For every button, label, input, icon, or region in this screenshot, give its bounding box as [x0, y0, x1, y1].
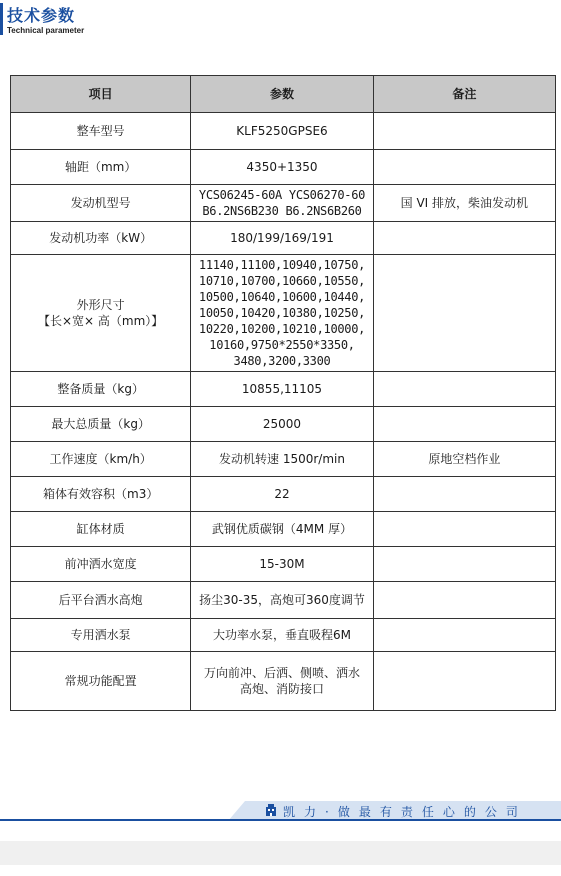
table-row — [11, 442, 556, 477]
row-note-cell — [373, 619, 555, 652]
row-param-cell: 发动机转速 1500r/min — [191, 442, 373, 477]
page-subtitle: Technical parameter — [7, 26, 85, 35]
row-note-cell — [373, 372, 555, 407]
row-param-cell: 扬尘30-35，高炮可360度调节 — [191, 582, 373, 619]
column-header-item: 项目 — [11, 76, 191, 113]
row-param-cell: 万向前冲、后洒、侧喷、洒水 高炮、消防接口 — [191, 652, 373, 711]
row-item-cell: 整备质量（kg） — [11, 372, 191, 407]
building-icon — [265, 804, 277, 817]
row-note-cell: 国 VI 排放，柴油发动机 — [373, 185, 555, 222]
table-row — [11, 477, 556, 512]
table-row — [11, 372, 556, 407]
row-note-cell — [373, 407, 555, 442]
row-item-cell: 常规功能配置 — [11, 652, 191, 711]
row-note-cell — [373, 512, 555, 547]
row-item-cell: 前冲洒水宽度 — [11, 547, 191, 582]
row-item-cell: 整车型号 — [11, 113, 191, 150]
table-row — [11, 222, 556, 255]
table-header-row — [11, 76, 556, 113]
row-item-cell: 发动机功率（kW） — [11, 222, 191, 255]
row-param-cell: YCS06245-60A YCS06270-60 B6.2NS6B230 B6.2NS6B260 — [191, 185, 373, 222]
row-item-cell: 最大总质量（kg） — [11, 407, 191, 442]
row-param-cell: 10855,11105 — [191, 372, 373, 407]
row-param-cell: 15-30M — [191, 547, 373, 582]
row-item-cell: 后平台洒水高炮 — [11, 582, 191, 619]
row-note-cell — [373, 652, 555, 711]
header-accent-bar — [0, 3, 3, 35]
footer-gray-strip — [0, 841, 561, 865]
table-row — [11, 547, 556, 582]
footer-slogan: 凯力·做最有责任心的公司 — [283, 805, 527, 819]
row-item-cell: 专用洒水泵 — [11, 619, 191, 652]
table-row — [11, 512, 556, 547]
spec-table — [10, 75, 556, 711]
row-param-cell: 180/199/169/191 — [191, 222, 373, 255]
table-row — [11, 255, 556, 372]
column-header-param: 参数 — [191, 76, 373, 113]
table-row — [11, 652, 556, 711]
row-note-cell — [373, 150, 555, 185]
row-note-cell — [373, 113, 555, 150]
row-note-cell — [373, 255, 555, 372]
row-param-cell: 武钢优质碳钢（4MM 厚） — [191, 512, 373, 547]
row-param-cell: KLF5250GPSE6 — [191, 113, 373, 150]
row-note-cell: 原地空档作业 — [373, 442, 555, 477]
row-note-cell — [373, 547, 555, 582]
row-param-cell: 25000 — [191, 407, 373, 442]
table-row — [11, 150, 556, 185]
page-title: 技术参数 — [7, 6, 76, 25]
table-row — [11, 619, 556, 652]
table-row — [11, 582, 556, 619]
table-row — [11, 113, 556, 150]
row-param-cell: 22 — [191, 477, 373, 512]
table-row — [11, 407, 556, 442]
row-item-cell: 外形尺寸 【长×宽× 高（mm）】 — [11, 255, 191, 372]
row-item-cell: 缸体材质 — [11, 512, 191, 547]
row-item-cell: 轴距（mm） — [11, 150, 191, 185]
row-param-cell: 4350+1350 — [191, 150, 373, 185]
row-item-cell: 工作速度（km/h） — [11, 442, 191, 477]
row-item-cell: 发动机型号 — [11, 185, 191, 222]
row-param-cell: 11140,11100,10940,10750, 10710,10700,10660,10550, 10500,10640,10600,10440, 10050,10420,10380,10250, 10220,10200,10210,10000, 10160,9750*2550*3350, 3480,3200,3300 — [191, 255, 373, 372]
table-row — [11, 185, 556, 222]
column-header-note: 备注 — [373, 76, 555, 113]
row-note-cell — [373, 222, 555, 255]
row-note-cell — [373, 477, 555, 512]
row-param-cell: 大功率水泵，垂直吸程6M — [191, 619, 373, 652]
row-item-cell: 箱体有效容积（m3） — [11, 477, 191, 512]
row-note-cell — [373, 582, 555, 619]
